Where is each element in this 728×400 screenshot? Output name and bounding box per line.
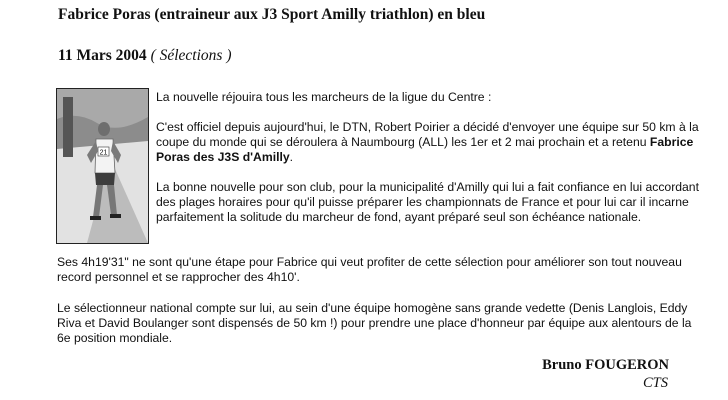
article-title: Fabrice Poras (entraineur aux J3 Sport Amilly triathlon) en bleu xyxy=(58,6,486,23)
paragraph-record: Ses 4h19'31" ne sont qu'une étape pour Fabrice qui veut profiter de cette sélection pour améliorer son tout nouveau record personnel et se rapprocher des 4h10'. xyxy=(57,255,682,285)
athlete-photo xyxy=(56,88,149,244)
section-note: ( Sélections ) xyxy=(150,47,232,64)
athlete-name-highlight: Fabrice Poras des J3S d'Amilly xyxy=(156,135,694,165)
paragraph-selection-end: . xyxy=(289,150,294,165)
article-date: 11 Mars 2004 xyxy=(58,47,147,64)
date-line xyxy=(58,47,231,65)
signature-role: CTS xyxy=(643,375,668,391)
paragraph-team: Le sélectionneur national compte sur lui, au sein d'une équipe homogène sans grande vedette (Denis Langlois, Eddy Riva et David Boulanger sont dispensés de 50 km !) pour prendre une place d'honneur par équipe aux alentours de la 6e position mondiale. xyxy=(57,301,692,346)
athlete-photo-image xyxy=(57,89,148,243)
bib-number: 21 xyxy=(99,149,108,157)
paragraph-selection-text: C'est officiel depuis aujourd'hui, le DTN, Robert Poirier a décidé d'envoyer une équipe sur 50 km à la coupe du monde qui se déroulera à Naumbourg (ALL) les 1er et 2 mai prochain et a retenu xyxy=(156,120,699,150)
paragraph-intro: La nouvelle réjouira tous les marcheurs de la ligue du Centre : xyxy=(156,90,492,104)
paragraph-club-news: La bonne nouvelle pour son club, pour la municipalité d'Amilly qui lui a fait confiance en lui accordant des plages horaires pour qu'il puisse préparer les championnats de France et pour lui car il incarne parfaitement la solitude du marcheur de fond, ayant préparé seul son échéance nationale. xyxy=(156,180,699,225)
signature-name: Bruno FOUGERON xyxy=(542,357,669,373)
paragraph-selection xyxy=(156,120,701,166)
